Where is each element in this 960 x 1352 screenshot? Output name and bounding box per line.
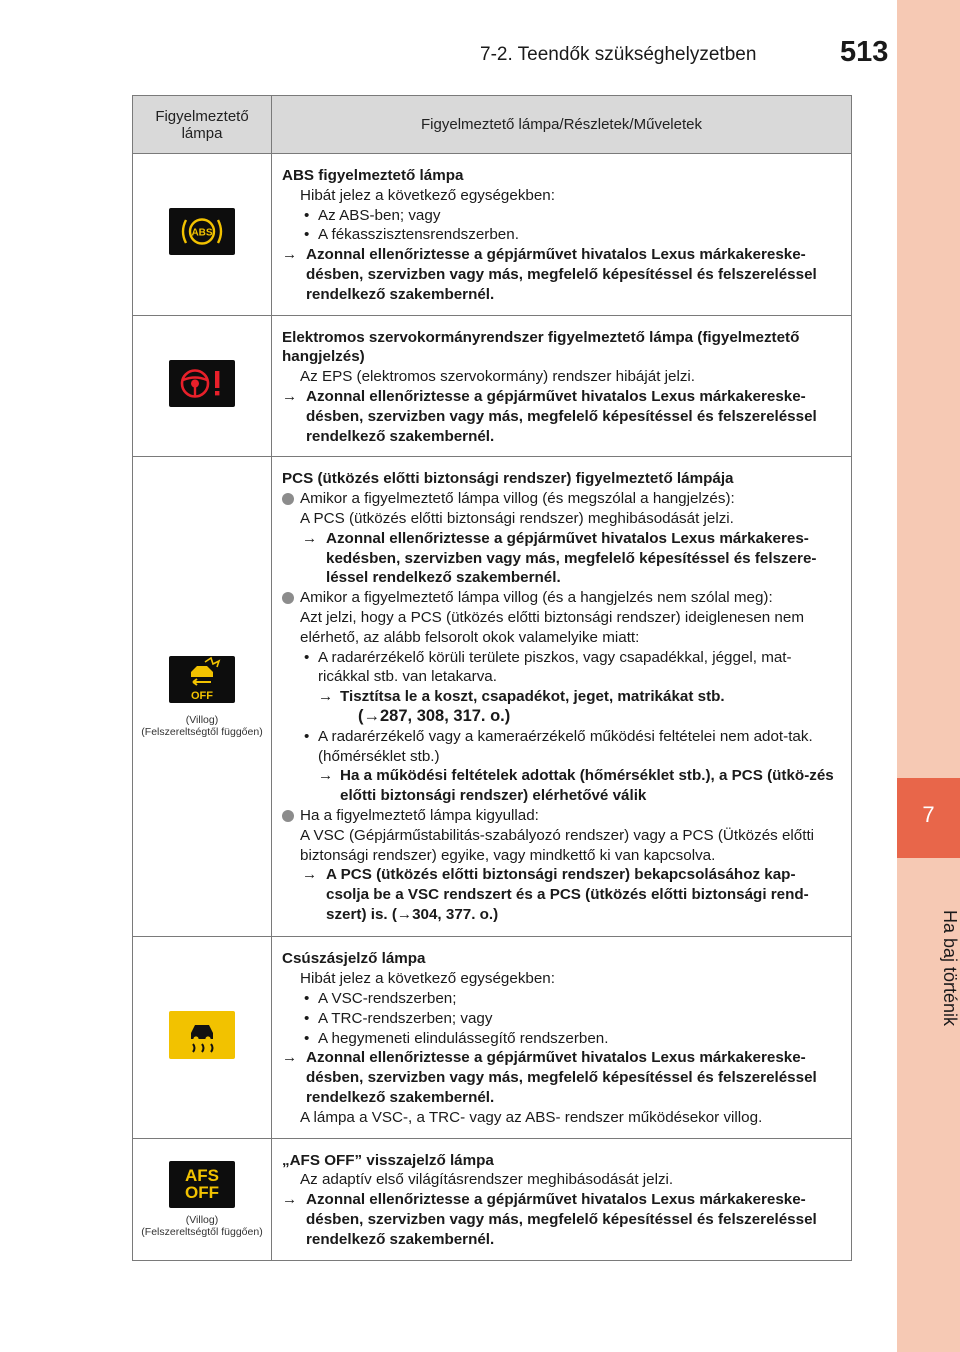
eps-warning-icon [169,360,235,407]
description-cell: PCS (ütközés előtti biztonsági rendszer) figyelmeztető lámpája Amikor a figyelmeztető lámpa villog (és megszólal a hangjelzés): A PCS (ütközés előtti biztonsági rendszer) meghibásodását jelzi. → Azonnal ellenőriztesse a gépjárművet hivatalos Lexus márkakeres-kedésben, szervizben vagy más, megfelelő képesítéssel és felszere-léssel rendelkező szakembernél. Amikor a figyelmeztető lámpa villog (és a hangjelzés nem szólal meg): Azt jelzi, hogy a PCS (ütközés előtti biztonsági rendszer) ideiglenesen nem elérhető, az alább felsorolt okok valamelyike miatt: • A radarérzékelő körüli területe piszkos, vagy csapadékkal, jéggel, mat-ricákkal stb. van letakarva. → Tisztítsa le a koszt, csapadékot, jeget, matrikákat stb. (→287, 308, 317. o.) • A radarérzékelő vagy a kameraérzékelő működési feltételei nem adot-tak. (hőmérséklet stb.) → Ha a működési feltételek adottak (hőmérséklet stb.), a PCS (ütkö-zés előtti biztonsági rendszer) elérhetővé válik Ha a figyelmeztető lámpa kigyullad: A VSC (Gépjárműstabilitás-szabályozó rendszer) vagy a PCS (Ütközés előtti biztonsági rendszer) egyike, vagy mindkettő ki van kapcsolva. → A PCS (ütközés előtti biztonsági rendszer) bekapcsolásához kap-csolja be a VSC rendszert és a PCS (ütközés előtti biztonsági rend-szert) is. (→304, 377. o.) [272,457,852,937]
chapter-title: Ha baj történik [940,909,960,1027]
column-header-details: Figyelmeztető lámpa/Részletek/Műveletek [272,96,852,154]
table-row [133,457,852,937]
pcs-off-icon [169,656,235,703]
description-cell: ABS figyelmeztető lámpa Hibát jelez a következő egységekben: • Az ABS-ben; vagy • A fékasszisztensrendszerben. → Azonnal ellenőriztesse a gépjárművet hivatalos Lexus márkakereske-désben, szervizben vagy más, megfelelő képesítéssel és felszereléssel rendelkező szakembernél. [272,154,852,316]
icon-note: (Villog) (Felszereltségtől függően) [141,1213,263,1238]
chapter-number: 7 [922,802,935,827]
icon-cell [133,1138,272,1260]
abs-warning-icon [169,208,235,255]
column-header-lamp: Figyelmeztető lámpa [133,96,272,154]
table-row [133,1138,852,1260]
circle-bullet-icon [282,592,294,604]
icon-cell [133,154,272,316]
description-cell: „AFS OFF” visszajelző lámpa Az adaptív első világításrendszer meghibásodását jelzi. → Azonnal ellenőriztesse a gépjárművet hivatalos Lexus márkakereske-désben, szervizben vagy más, megfelelő képesítéssel és felszereléssel rendelkező szakembernél. [272,1138,852,1260]
description-cell: Csúszásjelző lámpa Hibát jelez a következő egységekben: • A VSC-rendszerben; • A TRC-rendszerben; vagy • A hegymeneti elindulássegítő rendszerben. → Azonnal ellenőriztesse a gépjárművet hivatalos Lexus márkakereske-désben, szervizben vagy más, megfelelő képesítéssel és felszereléssel rendelkező szakembernél. A lámpa a VSC-, a TRC- vagy az ABS- rendszer működésekor villog. [272,937,852,1138]
svg-text:OFF: OFF [191,689,213,702]
chapter-side-band [897,0,960,1352]
table-row [133,154,852,316]
section-title: 7-2. Teendők szükséghelyzetben [480,44,757,65]
description-cell: Elektromos szervokormányrendszer figyelmeztető lámpa (figyelmeztető hangjelzés) Az EPS (elektromos szervokormány) rendszer hibáját jelzi. → Azonnal ellenőriztesse a gépjárművet hivatalos Lexus márkakereske-désben, szervizben vagy más, megfelelő képesítéssel és felszereléssel rendelkező szakembernél. [272,315,852,457]
afs-off-icon: AFS OFF [169,1161,235,1208]
table-header-row [133,96,852,154]
svg-text:ABS: ABS [191,227,213,239]
table-row [133,315,852,457]
icon-cell [133,457,272,937]
chapter-tab [897,778,960,858]
slip-indicator-icon [169,1011,235,1059]
page-number: 513 [840,36,889,68]
warning-lights-table [132,95,852,1261]
table-row [133,937,852,1138]
circle-bullet-icon [282,493,294,505]
icon-cell [133,315,272,457]
icon-note: (Villog) (Felszereltségtől függően) [141,713,263,738]
icon-cell [133,937,272,1138]
circle-bullet-icon [282,810,294,822]
